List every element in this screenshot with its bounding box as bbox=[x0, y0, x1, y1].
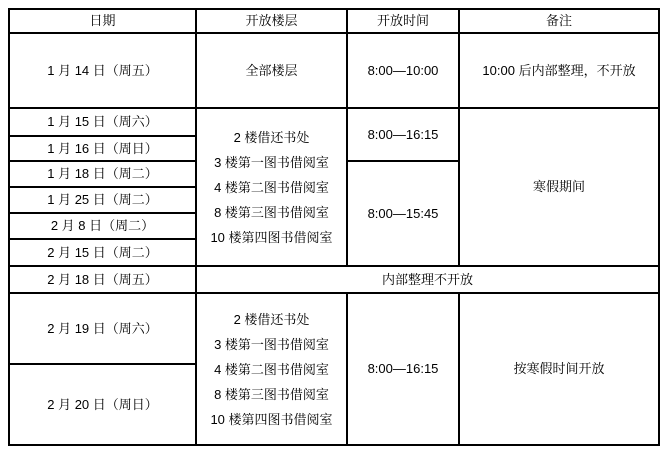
floors-cell-bottom bbox=[196, 293, 347, 445]
header-cell-note: 备注 bbox=[459, 9, 659, 33]
note-cell-bottom: 按寒假时间开放 bbox=[459, 293, 659, 445]
date-cell-jan14: 1 月 14 日（周五） bbox=[9, 33, 196, 108]
date-cell-feb19: 2 月 19 日（周六） bbox=[9, 293, 196, 364]
floor-line: 10 楼第四图书借阅室 bbox=[210, 411, 333, 427]
date-cell-jan16: 1 月 16 日（周日） bbox=[9, 136, 196, 161]
date-cell-feb18: 2 月 18 日（周五） bbox=[9, 266, 196, 293]
floor-line: 4 楼第二图书借阅室 bbox=[214, 361, 329, 377]
date-cell-feb8: 2 月 8 日（周二） bbox=[9, 213, 196, 239]
time-cell-jan14: 8:00—10:00 bbox=[347, 33, 459, 108]
floor-line: 3 楼第一图书借阅室 bbox=[214, 154, 329, 170]
date-cell-feb20: 2 月 20 日（周日） bbox=[9, 364, 196, 445]
header-cell-floors: 开放楼层 bbox=[196, 9, 347, 33]
floors-cell-mid bbox=[196, 108, 347, 266]
header-cell-time: 开放时间 bbox=[347, 9, 459, 33]
date-cell-jan18: 1 月 18 日（周二） bbox=[9, 161, 196, 187]
floor-line: 4 楼第二图书借阅室 bbox=[214, 179, 329, 195]
row-jan15 bbox=[9, 108, 659, 136]
time-cell-mid-b: 8:00—15:45 bbox=[347, 161, 459, 266]
time-cell-mid-a: 8:00—16:15 bbox=[347, 108, 459, 161]
schedule-table bbox=[8, 8, 660, 446]
floor-line: 8 楼第三图书借阅室 bbox=[214, 386, 329, 402]
floor-line: 2 楼借还书处 bbox=[233, 129, 310, 145]
floor-line: 10 楼第四图书借阅室 bbox=[210, 229, 333, 245]
note-cell-winter-break: 寒假期间 bbox=[459, 108, 659, 266]
note-cell-jan14: 10:00 后内部整理，不开放 bbox=[459, 33, 659, 108]
header-row bbox=[9, 9, 659, 33]
floor-line: 2 楼借还书处 bbox=[233, 311, 310, 327]
date-cell-feb15: 2 月 15 日（周二） bbox=[9, 239, 196, 266]
time-cell-bottom: 8:00—16:15 bbox=[347, 293, 459, 445]
row-feb18 bbox=[9, 266, 659, 293]
closed-note-cell: 内部整理不开放 bbox=[196, 266, 659, 293]
row-feb19 bbox=[9, 293, 659, 364]
date-cell-jan25: 1 月 25 日（周二） bbox=[9, 187, 196, 213]
floors-cell-all: 全部楼层 bbox=[196, 33, 347, 108]
date-cell-jan15: 1 月 15 日（周六） bbox=[9, 108, 196, 136]
floor-line: 8 楼第三图书借阅室 bbox=[214, 204, 329, 220]
floor-line: 3 楼第一图书借阅室 bbox=[214, 336, 329, 352]
row-jan14 bbox=[9, 33, 659, 108]
header-cell-date: 日期 bbox=[9, 9, 196, 33]
